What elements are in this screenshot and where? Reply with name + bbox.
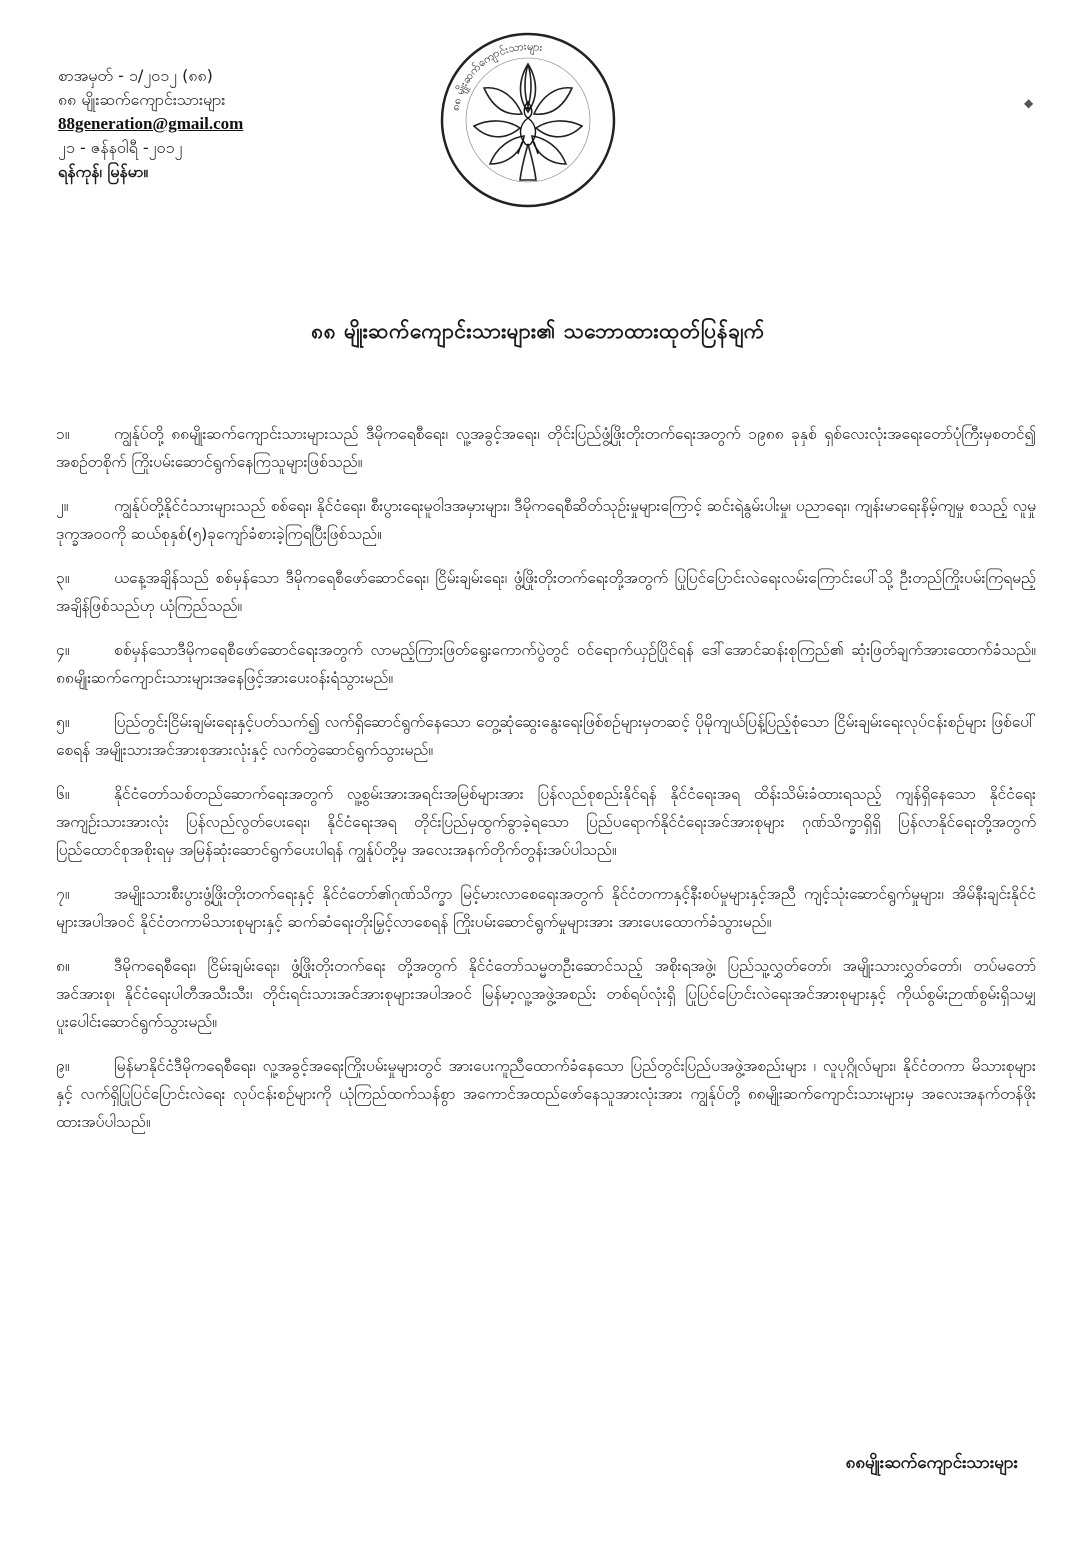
place-line: ရန်ကုန်၊ မြန်မာ။ <box>58 162 149 181</box>
paragraph-number: ၉။ <box>56 1057 70 1075</box>
statement-paragraph <box>56 564 1036 620</box>
paragraph-text: ယနေ့အချိန်သည် စစ်မှန်သော ဒီမိုကရေစီဖော်ဆောင်ရေး၊ ငြိမ်းချမ်းရေး၊ ဖွံ့ဖြိုးတိုးတက်ရေးတို့အတွက် ပြုပြင်ပြောင်းလဲရေးလမ်းကြောင်းပေါ်သို့ ဦးတည်ကြိုးပမ်းကြရမည့်အချိန်ဖြစ်သည်ဟု ယုံကြည်သည်။ <box>56 569 1036 615</box>
paragraph-number: ၂။ <box>56 497 69 515</box>
paragraph-number: ၄။ <box>56 641 70 659</box>
signature-line: ၈၈မျိုးဆက်ကျောင်းသားများ <box>845 1453 1018 1473</box>
emblem-ring-text: ၈၈ မျိုးဆက်ကျောင်းသားများ <box>448 39 543 112</box>
email-address: 88generation@gmail.com <box>58 114 244 133</box>
statement-paragraph <box>56 708 1036 764</box>
paragraph-number: ၇။ <box>56 885 70 903</box>
statement-paragraph <box>56 880 1036 936</box>
date-line: ၂၁ - ဇန်နဝါရီ -၂၀၁၂ <box>58 138 183 157</box>
statement-paragraph <box>56 1052 1036 1136</box>
organization-name: ၈၈ မျိုးဆက်ကျောင်းသားများ <box>58 90 226 109</box>
paragraph-number: ၈။ <box>56 957 70 975</box>
paragraph-number: ၃။ <box>56 569 70 587</box>
statement-paragraph <box>56 952 1036 1036</box>
statement-paragraph <box>56 636 1036 692</box>
lotus-peacock-emblem-icon <box>438 30 618 210</box>
reference-number: စာအမှတ် - ၁/၂၀၁၂ (၈၈) <box>58 66 213 85</box>
paragraph-text: စစ်မှန်သောဒီမိုကရေစီဖော်ဆောင်ရေးအတွက် လာမည့်ကြားဖြတ်ရွေးကောက်ပွဲတွင် ဝင်ရောက်ယှဉ်ပြိုင်ရန် ဒေါ်အောင်ဆန်းစုကြည်၏ ဆုံးဖြတ်ချက်အားထောက်ခံသည်။ ၈၈မျိုးဆက်ကျောင်းသားများအနေဖြင့်အားပေးဝန်းရံသွားမည်။ <box>56 641 1036 687</box>
document-title: ၈၈ မျိုးဆက်ကျောင်းသားများ၏ သဘောထားထုတ်ပြန်ချက် <box>311 319 765 343</box>
paragraph-text: ကျွန်ုပ်တို့နိုင်ငံသားများသည် စစ်ရေး၊ နိုင်ငံရေး၊ စီးပွားရေးမူဝါဒအမှားများ၊ ဒီမိုကရေစီဆိတ်သုဉ်းမှုများကြောင့် ဆင်းရဲနွမ်းပါးမှု၊ ပညာရေး၊ ကျန်းမာရေးနိမ့်ကျမှု စသည့် လူမှုဒုက္ခအဝဝကို ဆယ်စုနှစ်(၅)ခုကျော်ခံစားခဲ့ကြရပြီးဖြစ်သည်။ <box>56 497 1036 543</box>
paragraph-text: နိုင်ငံတော်သစ်တည်ဆောက်ရေးအတွက် လူ့စွမ်းအားအရင်းအမြစ်များအား ပြန်လည်စုစည်းနိုင်ရန် နိုင်ငံရေးအရ ထိန်းသိမ်းခံထားရသည့် ကျန်ရှိနေသော နိုင်ငံရေးအကျဉ်းသားအားလုံး ပြန်လည်လွတ်ပေးရေး၊ နိုင်ငံရေးအရ တိုင်းပြည်မှထွက်ခွာခဲ့ရသော ပြည်ပရောက်နိုင်ငံရေးအင်အားစုများ ဂုဏ်သိက္ခာရှိရှိ ပြန်လာနိုင်ရေးတို့အတွက် ပြည်ထောင်စုအစိုးရမှ အမြန်ဆုံးဆောင်ရွက်ပေးပါရန် ကျွန်ုပ်တို့မှ အလေးအနက်တိုက်တွန်းအပ်ပါသည်။ <box>56 785 1036 859</box>
letter-header <box>58 64 378 184</box>
statement-paragraph <box>56 492 1036 548</box>
paragraph-text: ပြည်တွင်းငြိမ်းချမ်းရေးနှင့်ပတ်သက်၍ လက်ရှိဆောင်ရွက်နေသော တွေ့ဆုံဆွေးနွေးရေးဖြစ်စဉ်များမှတဆင့် ပိုမိုကျယ်ပြန့်ပြည့်စုံသော ငြိမ်းချမ်းရေးလုပ်ငန်းစဉ်များ ဖြစ်ပေါ်စေရန် အမျိုးသားအင်အားစုအားလုံးနှင့် လက်တွဲဆောင်ရွက်သွားမည်။ <box>56 713 1036 759</box>
statement-body <box>56 420 1036 1152</box>
paragraph-text: အမျိုးသားစီးပွားဖွံ့ဖြိုးတိုးတက်ရေးနှင့် နိုင်ငံတော်၏ဂုဏ်သိက္ခာ မြင့်မားလာစေရေးအတွက် နိုင်ငံတကာနှင့်နီးစပ်မှုများနှင့်အညီ ကျင့်သုံးဆောင်ရွက်မှုများ၊ အိမ်နီးချင်းနိုင်ငံများအပါအဝင် နိုင်ငံတကာမိသားစုများနှင့် ဆက်ဆံရေးတိုးမြှင့်လာစေရန် ကြိုးပမ်းဆောင်ရွက်မှုများအား အားပေးထောက်ခံသွားမည်။ <box>56 885 1036 931</box>
paragraph-text: မြန်မာနိုင်ငံဒီမိုကရေစီရေး၊ လူ့အခွင့်အရေးကြိုးပမ်းမှုများတွင် အားပေးကူညီထောက်ခံနေသော ပြည်တွင်းပြည်ပအဖွဲ့အစည်းများ ၊ လူပုဂ္ဂိုလ်များ၊ နိုင်ငံတကာ မိသားစုများနှင့် လက်ရှိပြုပြင်ပြောင်းလဲရေး လုပ်ငန်းစဉ်များကို ယုံကြည်ထက်သန်စွာ အကောင်အထည်ဖော်နေသူအားလုံးအား ကျွန်ုပ်တို့ ၈၈မျိုးဆက်ကျောင်းသားများမှ အလေးအနက်တန်ဖိုးထားအပ်ပါသည်။ <box>56 1057 1036 1131</box>
paragraph-text: ကျွန်ုပ်တို့ ၈၈မျိုးဆက်ကျောင်းသားများသည် ဒီမိုကရေစီရေး၊ လူ့အခွင့်အရေး၊ တိုင်းပြည်ဖွံ့ဖြိုးတိုးတက်ရေးအတွက် ၁၉၈၈ ခုနှစ် ရှစ်လေးလုံးအရေးတော်ပုံကြီးမှစတင်၍ အစဉ်တစိုက် ကြိုးပမ်းဆောင်ရွက်နေကြသူများဖြစ်သည်။ <box>56 425 1036 471</box>
scan-speck: ◆ <box>1024 96 1034 110</box>
statement-paragraph <box>56 420 1036 476</box>
paragraph-number: ၁။ <box>56 425 70 443</box>
paragraph-number: ၆။ <box>56 785 70 803</box>
paragraph-number: ၅။ <box>56 713 70 731</box>
paragraph-text: ဒီမိုကရေစီရေး၊ ငြိမ်းချမ်းရေး၊ ဖွံ့ဖြိုးတိုးတက်ရေး တို့အတွက် နိုင်ငံတော်သမ္မတဦးဆောင်သည့် အစိုးရအဖွဲ့၊ ပြည်သူ့လွှတ်တော်၊ အမျိုးသားလွှတ်တော်၊ တပ်မတော်အင်အားစု၊ နိုင်ငံရေးပါတီအသီးသီး၊ တိုင်းရင်းသားအင်အားစုများအပါအဝင် မြန်မာ့လူ့အဖွဲ့အစည်း တစ်ရပ်လုံးရှိ ပြုပြင်ပြောင်းလဲရေးအင်အားစုများနှင့် ကိုယ်စွမ်းဉာဏ်စွမ်းရှိသမျှပူးပေါင်းဆောင်ရွက်သွားမည်။ <box>56 957 1036 1031</box>
statement-paragraph <box>56 780 1036 864</box>
